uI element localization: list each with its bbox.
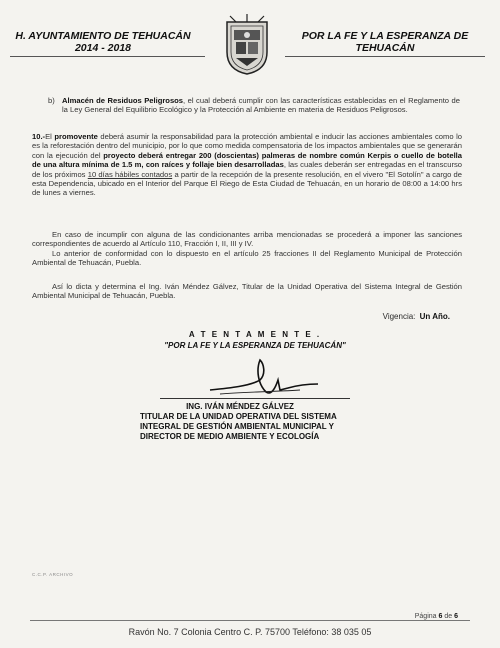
item-b-paragraph xyxy=(32,96,462,115)
asi-text: Así lo dicta y determina el Ing. Iván Méndez Gálvez, Titular de la Unidad Operativa del Sistema Integral de Gestión Ambiental Municipal de Tehuacán, Puebla. xyxy=(32,282,462,301)
p10-deadline: 10 días hábiles contados xyxy=(87,169,173,179)
item-b-text: , el cual deberá cumplir con las características establecidas en el Reglamento de la Ley General del Equilibrio Ecológico y la Protección al Ambiente en materia de Residuos Peligrosos. xyxy=(62,96,460,115)
page-of: de xyxy=(444,613,453,620)
signer-title-2: INTEGRAL DE GESTIÓN AMBIENTAL MUNICIPAL Y xyxy=(140,422,334,431)
signature-line xyxy=(160,398,350,399)
page-total: 6 xyxy=(454,613,458,620)
vigencia xyxy=(383,312,450,321)
item-b-label: b) xyxy=(48,96,55,105)
municipal-seal-icon xyxy=(222,14,272,76)
item-b-bold: Almacén de Residuos Peligrosos xyxy=(62,96,184,105)
footer-address: Ravón No. 7 Colonia Centro C. P. 75700 Teléfono: 38 035 05 xyxy=(128,627,372,637)
header-right xyxy=(280,30,490,54)
handwritten-signature xyxy=(180,350,340,402)
vigencia-label: Vigencia: xyxy=(382,312,416,321)
page-label: Página xyxy=(414,613,437,620)
p10-text-1: El xyxy=(45,132,55,141)
header-left xyxy=(8,30,198,54)
p10-promovente: promovente xyxy=(54,132,98,141)
p10-bold-requirement: proyecto deberá entregar 200 (doscientas) palmeras de nombre común Kerpis o cuello de botella de una altura mínima de 1.5 m, con raíces y follaje bien desarrolladas xyxy=(32,150,463,170)
p10-text-3: , las cuales deberán ser entregadas en el transcurso de los próximos xyxy=(32,160,462,179)
closing-motto: "POR LA FE Y LA ESPERANZA DE TEHUACÁN" xyxy=(164,341,346,350)
p10-text-2: deberá asumir la responsabilidad para la protección ambiental e inducir las acciones ambientales como lo es la reforestación dentro del municipio, por lo que como medida compensatoria de los impactos ambientales que se generarán con la ejecución del xyxy=(32,132,462,160)
header-right-motto: POR LA FE Y LA ESPERANZA DE xyxy=(301,30,469,42)
vigencia-value: Un Año. xyxy=(419,312,450,321)
page-current: 6 xyxy=(438,613,443,620)
lo-anterior-text: Lo anterior de conformidad con lo dispuesto en el artículo 25 fracciones II del Reglamento Municipal de Protección Ambiental de Tehuacán, Puebla. xyxy=(32,249,462,268)
incumplir-text: En caso de incumplir con alguna de las condicionantes arriba mencionadas se procederá a imponer las sanciones correspondientes de acuerdo al Artículo 110, Fracción I, II, III y IV. xyxy=(32,230,462,249)
signer-name: ING. IVÁN MÉNDEZ GÁLVEZ xyxy=(186,402,294,411)
p10-number: 10.- xyxy=(32,132,46,141)
p10-text-4: a partir de la recepción de la presente resolución, en el vivero "El Sotolín" a cargo de esta Dependencia, ubicado en el Interior del Parque El Riego de Esta Ciudad de Tehuacán, en un horario de 08:00 a 14:00 hrs de lunes a viernes. xyxy=(32,169,463,198)
footer-rule xyxy=(30,620,470,621)
header-right-city: TEHUACÁN xyxy=(355,42,415,54)
header-right-rule xyxy=(285,56,485,57)
signer-title-3: DIRECTOR DE MEDIO AMBIENTE Y ECOLOGÍA xyxy=(140,432,320,441)
header-left-period: 2014 - 2018 xyxy=(74,42,132,54)
paragraph-10 xyxy=(32,132,462,198)
closing-atentamente: A T E N T A M E N T E . xyxy=(188,330,322,339)
signer-title-1: TITULAR DE LA UNIDAD OPERATIVA DEL SISTEMA xyxy=(140,412,337,421)
paragraph-incumplir xyxy=(32,230,462,249)
header-left-title: H. AYUNTAMIENTO DE TEHUACÁN xyxy=(15,30,191,42)
ccp-note: C.C.P. ARCHIVO xyxy=(32,572,74,577)
paragraph-asi xyxy=(32,282,462,301)
paragraph-lo-anterior xyxy=(32,249,462,268)
page-number xyxy=(415,613,458,620)
signer-block xyxy=(140,402,380,442)
header-left-rule xyxy=(10,56,205,57)
